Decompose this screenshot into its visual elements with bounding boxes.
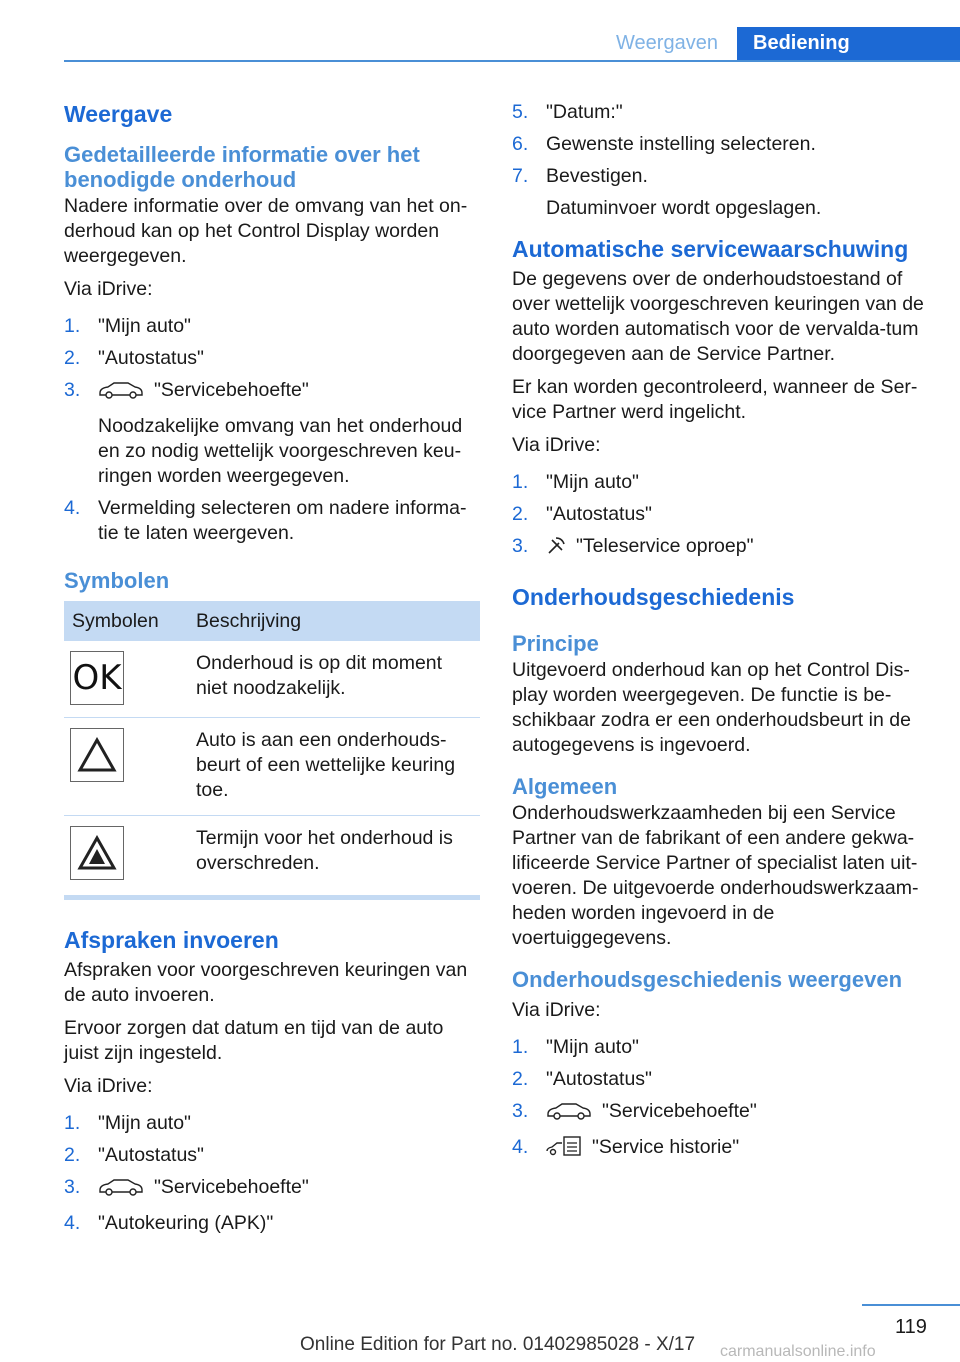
list-item: 3. "Servicebehoefte" Noodzakelijke omvang van het onderhoud en zo nodig wettelijk voorgeschreven keu-ringen worden weergegeven. [64, 379, 463, 487]
list-item: 7. Bevestigen. Datuminvoer wordt opgeslagen. [512, 165, 822, 219]
edition-text: Online Edition for Part no. 01402985028 - X/17 [300, 1334, 696, 1355]
afspraken-paragraph-2: Ervoor zorgen dat datum en tijd van de auto juist zijn ingesteld. [64, 1017, 444, 1064]
heading-algemeen: Algemeen [512, 774, 618, 799]
heading-onderhoudsgeschiedenis-weergeven: Onderhoudsgeschiedenis weergeven [512, 967, 903, 992]
via-idrive-label: Via iDrive: [512, 434, 601, 456]
heading-principe: Principe [512, 631, 599, 656]
ok-icon: OK [70, 651, 124, 705]
table-row: Termijn voor het onderhoud is overschreden. [64, 816, 480, 898]
steps-list-servicebehoefte [64, 314, 480, 546]
via-idrive-label: Via iDrive: [64, 1075, 153, 1097]
page-number: 119 [895, 1316, 927, 1338]
list-item: 2. "Autostatus" [64, 1144, 204, 1166]
teleservice-icon [546, 536, 566, 563]
warning-triangle-filled-icon [70, 826, 124, 880]
car-service-icon [98, 380, 144, 407]
via-idrive-label: Via iDrive: [512, 999, 601, 1021]
heading-weergave: Weergave [64, 101, 173, 127]
steps-list-afspraken-continued [512, 100, 928, 221]
heading-afspraken-invoeren: Afspraken invoeren [64, 927, 279, 953]
left-column [64, 100, 480, 1243]
list-item: 2. "Autostatus" [64, 347, 204, 369]
header-tab-weergaven: Weergaven [616, 32, 718, 54]
list-item: 1. "Mijn auto" [512, 471, 639, 493]
list-item: 3. "Servicebehoefte" [64, 1175, 480, 1204]
afspraken-paragraph-1: Afspraken voor voorgeschreven keuringen van de auto invoeren. [64, 959, 468, 1006]
list-item: 6. Gewenste instelling selecteren. [512, 133, 816, 155]
heading-gedetailleerde-informatie: Gedetailleerde informatie over het benodigde onderhoud [64, 142, 420, 192]
list-item: 2. "Autostatus" [512, 1068, 652, 1090]
right-column [512, 100, 928, 1171]
table-row: OK Onderhoud is op dit moment niet noodzakelijk. [64, 641, 480, 718]
footer-divider [862, 1304, 960, 1306]
list-item: 4. Vermelding selecteren om nadere informa-tie te laten weergeven. [64, 497, 467, 544]
steps-list-service-historie [512, 1035, 928, 1164]
warning-triangle-outline-icon [70, 728, 124, 782]
list-item: 1. "Mijn auto" [64, 1112, 191, 1134]
list-item: 4. "Service historie" [512, 1135, 928, 1164]
header-tab-bediening: Bediening [737, 27, 960, 60]
symbols-table [64, 601, 480, 900]
heading-automatische-servicewaarschuwing: Automatische servicewaarschuwing [512, 236, 909, 262]
list-item: 3. "Teleservice oproep" [512, 534, 928, 563]
list-item: 3. "Servicebehoefte" [512, 1099, 928, 1128]
heading-onderhoudsgeschiedenis: Onderhoudsgeschiedenis [512, 584, 795, 610]
car-service-icon [98, 1177, 144, 1204]
intro-paragraph: Nadere informatie over de omvang van het on-derhoud kan op het Control Display worden weergegeven. [64, 195, 468, 267]
list-item: 1. "Mijn auto" [64, 315, 191, 337]
heading-symbolen: Symbolen [64, 568, 170, 593]
via-idrive-label: Via iDrive: [64, 278, 153, 300]
steps-list-teleservice [512, 470, 928, 563]
list-item: 2. "Autostatus" [512, 503, 652, 525]
table-row: Auto is aan een onderhouds-beurt of een wettelijke keuring toe. [64, 718, 480, 816]
list-item: 5. "Datum:" [512, 101, 623, 123]
list-item: 1. "Mijn auto" [512, 1036, 639, 1058]
car-service-icon [546, 1101, 592, 1128]
watermark: carmanualsonline.info [720, 1343, 876, 1360]
service-history-icon [546, 1135, 582, 1164]
table-header-beschrijving: Beschrijving [188, 601, 480, 641]
list-item: 4. "Autokeuring (APK)" [64, 1212, 274, 1234]
table-header-symbolen: Symbolen [64, 601, 188, 641]
algemeen-paragraph: Onderhoudswerkzaamheden bij een Service Partner van de fabrikant of een andere gekwa-lificeerde Service Partner of specialist laten uit-voeren. De uitgevoerde onderhoudswerkzaam-heden worden ingevoerd in de voertuiggegevens. [512, 802, 919, 949]
auto-paragraph-2: Er kan worden gecontroleerd, wanneer de Ser-vice Partner werd ingelicht. [512, 376, 918, 423]
header-divider [64, 60, 960, 62]
principe-paragraph: Uitgevoerd onderhoud kan op het Control Dis-play worden weergegeven. De functie is be-schikbaar zodra er een onderhoudsbeurt in de autogegevens is ingevoerd. [512, 659, 911, 756]
auto-paragraph-1: De gegevens over de onderhoudstoestand of over wettelijk voorgeschreven keuringen van de auto worden automatisch voor de vervalda-tum doorgegeven aan de Service Partner. [512, 268, 924, 365]
steps-list-afspraken [64, 1111, 480, 1236]
